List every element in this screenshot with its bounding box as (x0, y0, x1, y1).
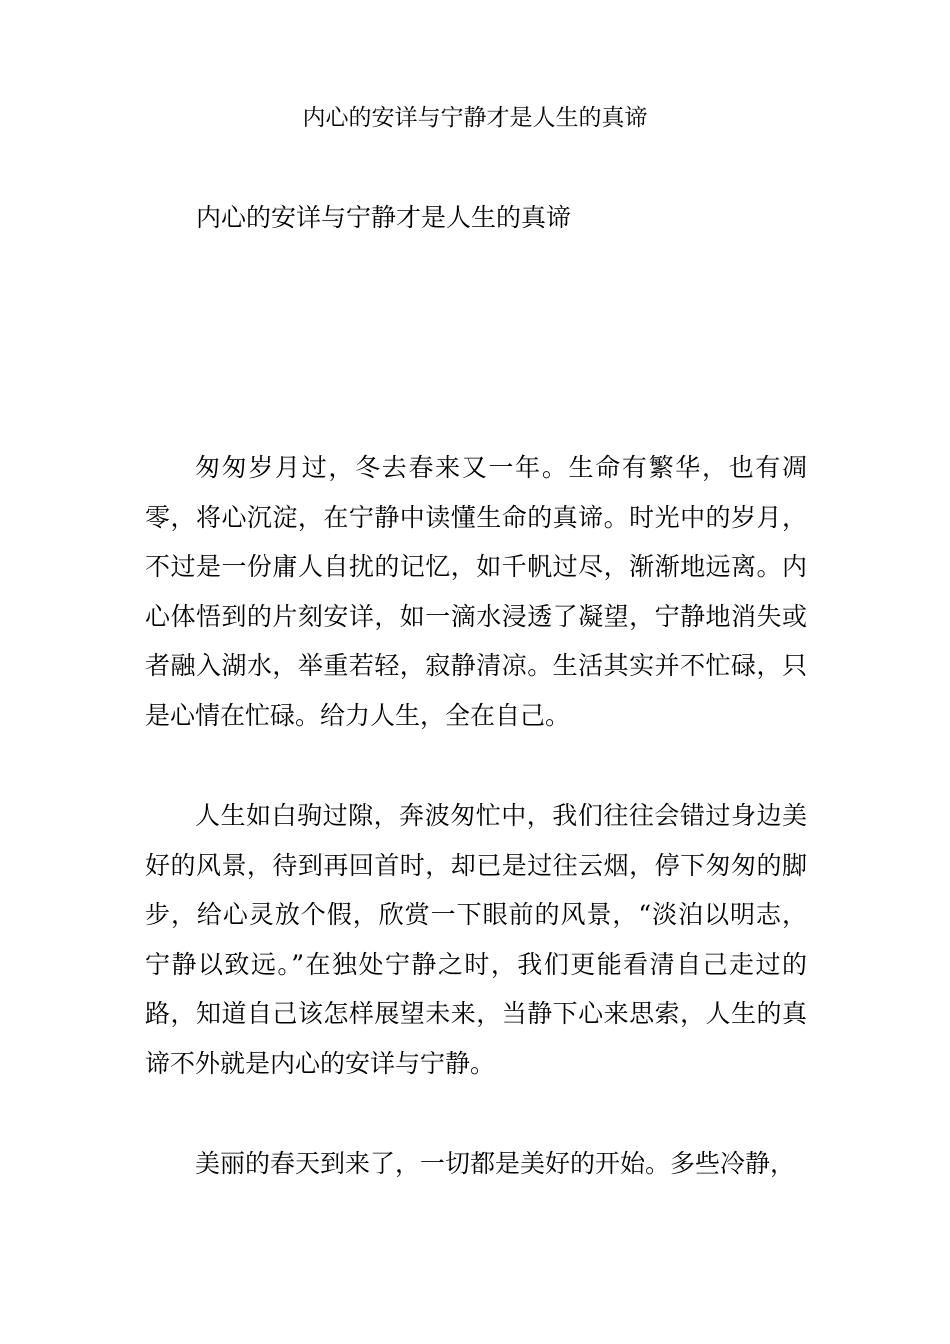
body-paragraph: 人生如白驹过隙，奔波匆忙中，我们往往会错过身边美好的风景，待到再回首时，却已是过往云烟，停下匆匆的脚步，给心灵放个假，欣赏一下眼前的风景，“淡泊以明志，宁静以致远。”在独处宁静之时，我们更能看清自己走过的路，知道自己该怎样展望未来，当静下心来思索，人生的真谛不外就是内心的安详与宁静。 (145, 801, 807, 1078)
document-title: 内心的安详与宁静才是人生的真谛 (302, 105, 648, 131)
body-paragraph: 美丽的春天到来了，一切都是美好的开始。多些冷静， (195, 1149, 796, 1178)
body-paragraph: 匆匆岁月过，冬去春来又一年。生命有繁华，也有凋零，将心沉淀，在宁静中读懂生命的真谛。时光中的岁月，不过是一份庸人自扰的记忆，如千帆过尽，渐渐地远离。内心体悟到的片刻安详，如一滴水浸透了凝望，宁静地消失或者融入湖水，举重若轻，寂静清凉。生活其实并不忙碌，只是心情在忙碌。给力人生，全在自己。 (145, 453, 807, 730)
document-subtitle: 内心的安详与宁静才是人生的真谛 (196, 203, 572, 232)
